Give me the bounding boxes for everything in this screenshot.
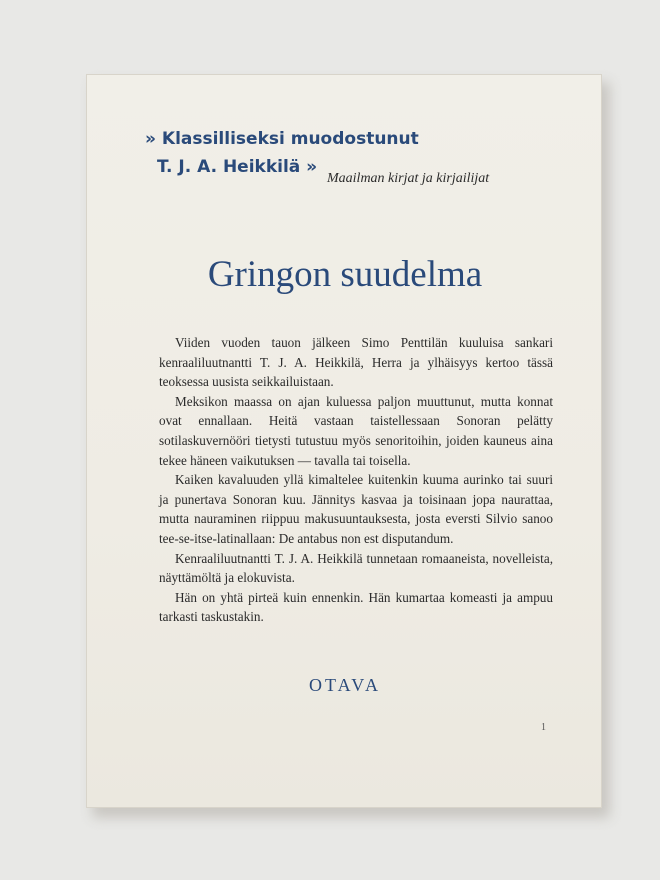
blurb-paragraph: Kaiken kavaluuden yllä kimaltelee kuitenkin kuuma aurinko tai suuri ja punertava Sonoran kuu. Jännitys kasvaa ja toisinaan jopa naurattaa, mutta nauraminen riippuu makusuuntauksesta, josta eversti Silvio sanoo tee-se-itse-latinallaan: De antabus non est disputandum.: [159, 472, 553, 546]
book-title: Gringon suudelma: [207, 254, 483, 295]
blurb-paragraph: Meksikon maassa on ajan kuluessa paljon muuttunut, mutta konnat ovat ennallaan. Heitä vastaan taistellessaan Sonoran pelätty sotilaskuvernööri tietysti tutustuu myös senoritoihin, joiden kauneus aina tekee häneen vaikutuksen — tavalla tai toisella.: [159, 393, 553, 468]
publisher-name: OTAVA: [309, 675, 381, 695]
blurb-quote-line-2: T. J. A. Heikkilä »: [157, 157, 318, 177]
blurb-paragraph: Hän on yhtä pirteä kuin ennenkin. Hän kumartaa komeasti ja ampuu tarkasti taskustakin.: [159, 589, 553, 625]
blurb-quote-line-1: » Klassilliseksi muodostunut: [145, 129, 419, 149]
blurb-body: [159, 333, 553, 627]
blurb-paragraph: Kenraaliluutnantti T. J. A. Heikkilä tunnetaan romaaneista, novelleista, näyttämöltä ja elokuvista.: [159, 550, 553, 586]
blurb-paragraph: Viiden vuoden tauon jälkeen Simo Penttilän kuuluisa sankari kenraaliluutnantti T. J. A. Heikkilä, Herra ja ylhäisyys kertoo tässä teoksessa uusista seikkailuistaan.: [159, 335, 553, 390]
printer-mark: 1: [541, 722, 546, 733]
book-back-cover: [86, 74, 602, 808]
blurb-source: Maailman kirjat ja kirjailijat: [327, 171, 490, 186]
